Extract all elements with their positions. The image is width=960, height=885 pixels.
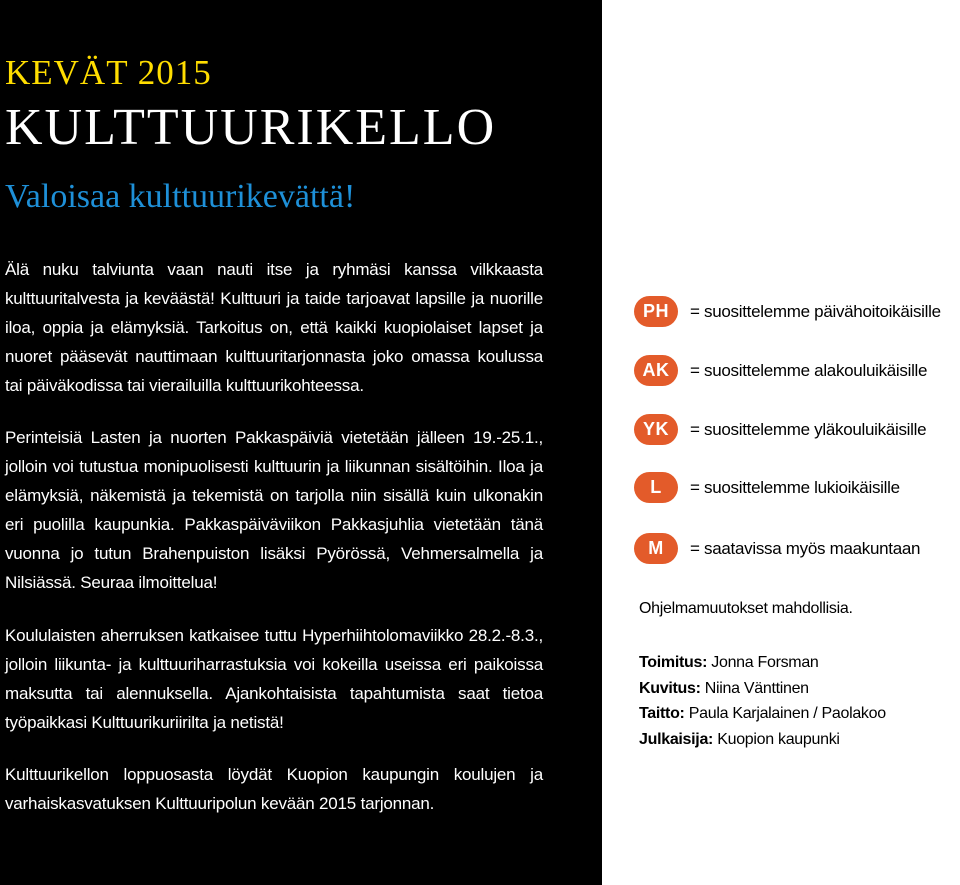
legend-item-ph: [634, 296, 941, 327]
legend-text: = suosittelemme lukioikäisille: [690, 477, 900, 497]
legend-text: = suosittelemme päivähoitoikäisille: [690, 301, 941, 321]
legend-item-l: [634, 472, 900, 503]
credit-taitto: [639, 701, 886, 727]
credit-label: Taitto:: [639, 705, 685, 722]
legend-item-yk: [634, 414, 926, 445]
legend-text: = suosittelemme yläkouluikäisille: [690, 419, 927, 439]
schedule-note: Ohjelmamuutokset mahdollisia.: [639, 600, 853, 617]
credit-toimitus: [639, 650, 886, 676]
credit-kuvitus: [639, 676, 886, 702]
legend-text: = saatavissa myös maakuntaan: [690, 538, 921, 558]
ph-badge: PH: [634, 296, 678, 327]
season-heading: KEVÄT 2015: [5, 53, 212, 92]
credit-julkaisija: [639, 727, 886, 753]
legend-text: = suosittelemme alakouluikäisille: [690, 360, 928, 380]
hiihtoloma-paragraph: Koululaisten aherruksen katkaisee tuttu Hyperhiihtolomaviikko 28.2.-8.3., jolloin liikunta- ja kulttuuriharrastuksia voi kokeilla useissa eri paikoissa maksutta tai alennuksella. Ajankohtaisista tapahtumista saat tietoa työpaikkasi Kulttuurikuriirilta ja netistä!: [5, 626, 543, 732]
credit-label: Toimitus:: [639, 654, 708, 671]
legend-item-ak: [634, 355, 927, 386]
m-badge: M: [634, 533, 678, 564]
pakkaspaivat-paragraph: Perinteisiä Lasten ja nuorten Pakkaspäiviä vietetään jälleen 19.-25.1., jolloin voi tutustua monipuolisesti kulttuurin ja liikunnan sisältöihin. Iloa ja elämyksiä, näkemistä ja tekemistä on tarjolla niin sisällä kuin ulkonakin eri puolilla kaupunkia. Pakkaspäiväviikon Pakkasjuhlia vietetään tänä vuonna jo tutun Brahenpuiston lisäksi Pyörössä, Vehmersalmella ja Nilsiässä. Seuraa ilmoittelua!: [5, 428, 543, 592]
credit-value: Niina Vänttinen: [704, 679, 809, 697]
credit-value: Kuopion kaupunki: [717, 730, 840, 748]
credit-value: Jonna Forsman: [711, 654, 819, 671]
page-title: KULTTUURIKELLO: [5, 99, 497, 156]
yk-badge: YK: [634, 414, 678, 445]
credits: [639, 650, 886, 752]
subtitle: Valoisaa kulttuurikevättä!: [5, 178, 356, 215]
credit-value: Paula Karjalainen / Paolakoo: [688, 705, 886, 722]
l-badge: L: [634, 472, 678, 503]
kulttuuripolku-paragraph: Kulttuurikellon loppuosasta löydät Kuopion kaupungin koulujen ja varhaiskasvatuksen Kulttuuripolun kevään 2015 tarjonnan.: [5, 765, 543, 813]
ak-badge: AK: [634, 355, 678, 386]
credit-label: Julkaisija:: [639, 730, 714, 748]
credit-label: Kuvitus:: [639, 679, 701, 697]
intro-paragraph: Älä nuku talviunta vaan nauti itse ja ryhmäsi kanssa vilkkaasta kulttuuritalvesta ja keväästä! Kulttuuri ja taide tarjoavat lapsille ja nuorille iloa, oppia ja elämyksiä. Tarkoitus on, että kaikki kuopiolaiset lapset ja nuoret pääsevät nauttimaan kulttuuritarjonnasta joko omassa koulussa tai päiväkodissa tai vierailuilla kulttuurikohteessa.: [5, 260, 543, 395]
legend-item-m: [634, 533, 920, 564]
